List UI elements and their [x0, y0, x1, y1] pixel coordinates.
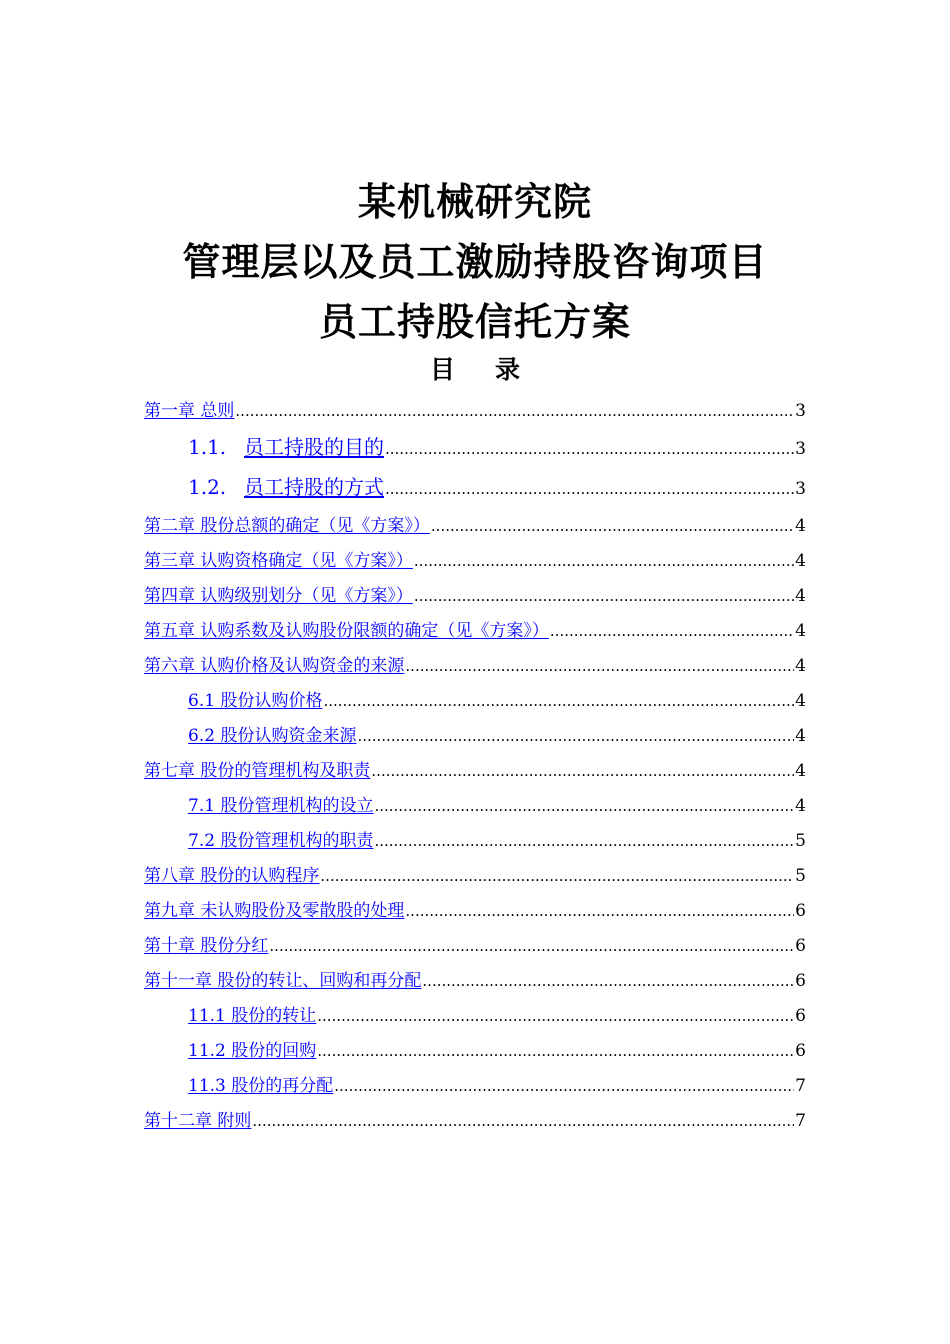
toc-entry[interactable] [144, 1001, 806, 1036]
toc-entry-link[interactable]: 第六章 认购价格及认购资金的来源 [144, 656, 405, 676]
toc-entry[interactable] [144, 791, 806, 826]
toc-dot-leader [317, 1007, 794, 1025]
toc-page-number: 4 [795, 551, 806, 571]
toc-dot-leader [320, 867, 794, 885]
toc-entry-link[interactable]: 第五章 认购系数及认购股份限额的确定（见《方案》） [144, 621, 549, 641]
toc-entry-link[interactable]: 第十二章 附则 [144, 1111, 252, 1131]
toc-entry[interactable] [144, 931, 806, 966]
toc-entry[interactable] [144, 1071, 806, 1106]
toc-section-number: 1.2. [188, 475, 227, 499]
toc-entry-link[interactable]: 11.2 股份的回购 [188, 1041, 317, 1061]
toc-entry[interactable] [144, 896, 806, 931]
toc-dot-leader [405, 902, 794, 920]
toc-heading-char-2: 录 [495, 355, 521, 384]
toc-entry-link[interactable] [188, 471, 384, 500]
toc-page-number: 5 [795, 866, 806, 886]
toc-entry[interactable] [144, 651, 806, 686]
toc-page-number: 4 [795, 586, 806, 606]
toc-page-number: 3 [795, 401, 806, 421]
toc-dot-leader [334, 1077, 794, 1095]
document-title [0, 172, 950, 352]
toc-page-number: 3 [795, 479, 806, 499]
toc-entry[interactable] [144, 1106, 806, 1141]
toc-heading [0, 350, 950, 390]
toc-entry[interactable] [144, 431, 806, 471]
toc-section-number: 1.1. [188, 435, 227, 459]
toc-entry-link[interactable]: 7.1 股份管理机构的设立 [188, 796, 374, 816]
toc-page-number: 6 [795, 901, 806, 921]
toc-page-number: 4 [795, 516, 806, 536]
toc-dot-leader [385, 480, 794, 498]
toc-entry-link[interactable]: 7.2 股份管理机构的职责 [188, 831, 374, 851]
toc-entry-link[interactable]: 第九章 未认购股份及零散股的处理 [144, 901, 405, 921]
toc-page-number: 4 [795, 726, 806, 746]
toc-heading-char-1: 目 [429, 355, 455, 384]
toc-dot-leader [252, 1112, 794, 1130]
toc-entry[interactable] [144, 616, 806, 651]
toc-page-number: 4 [795, 656, 806, 676]
toc-page-number: 6 [795, 936, 806, 956]
toc-entry-link[interactable] [188, 431, 384, 460]
toc-section-title: 员工持股的方式 [244, 475, 384, 499]
toc-entry[interactable] [144, 546, 806, 581]
toc-dot-leader [235, 402, 794, 420]
toc-page-number: 6 [795, 971, 806, 991]
toc-page-number: 4 [795, 796, 806, 816]
title-line-organization: 某机械研究院 [357, 180, 592, 224]
toc-entry[interactable] [144, 1036, 806, 1071]
toc-entry[interactable] [144, 581, 806, 616]
toc-entry[interactable] [144, 686, 806, 721]
toc-entry[interactable] [144, 826, 806, 861]
toc-dot-leader [357, 727, 794, 745]
toc-entry[interactable] [144, 756, 806, 791]
toc-page-number: 7 [795, 1076, 806, 1096]
toc-entry-link[interactable]: 第三章 认购资格确定（见《方案》） [144, 551, 413, 571]
toc-dot-leader [414, 552, 794, 570]
toc-dot-leader [374, 832, 794, 850]
toc-entry-link[interactable]: 第十一章 股份的转让、回购和再分配 [144, 971, 422, 991]
toc-entry[interactable] [144, 396, 806, 431]
toc-entry[interactable] [144, 966, 806, 1001]
toc-page-number: 5 [795, 831, 806, 851]
toc-page-number: 7 [795, 1111, 806, 1131]
toc-dot-leader [317, 1042, 794, 1060]
toc-entry[interactable] [144, 721, 806, 756]
toc-entry[interactable] [144, 511, 806, 546]
toc-entry[interactable] [144, 861, 806, 896]
toc-entry-link[interactable]: 第八章 股份的认购程序 [144, 866, 320, 886]
toc-page-number: 3 [795, 439, 806, 459]
toc-entry-link[interactable]: 第七章 股份的管理机构及职责 [144, 761, 371, 781]
toc-page-number: 6 [795, 1006, 806, 1026]
toc-entry[interactable] [144, 471, 806, 511]
toc-page-number: 4 [795, 621, 806, 641]
toc-page-number: 4 [795, 761, 806, 781]
toc-dot-leader [385, 440, 794, 458]
toc-entry-link[interactable]: 11.3 股份的再分配 [188, 1076, 334, 1096]
title-line-project: 管理层以及员工激励持股咨询项目 [182, 240, 768, 284]
toc-entry-link[interactable]: 第十章 股份分红 [144, 936, 269, 956]
toc-dot-leader [371, 762, 794, 780]
toc-page-number: 6 [795, 1041, 806, 1061]
toc-dot-leader [323, 692, 794, 710]
toc-page-number: 4 [795, 691, 806, 711]
toc-section-title: 员工持股的目的 [244, 435, 384, 459]
table-of-contents [144, 396, 806, 1141]
toc-dot-leader [422, 972, 794, 990]
toc-dot-leader [431, 517, 794, 535]
toc-dot-leader [550, 622, 794, 640]
toc-dot-leader [269, 937, 794, 955]
toc-dot-leader [414, 587, 794, 605]
toc-dot-leader [374, 797, 794, 815]
toc-entry-link[interactable]: 第四章 认购级别划分（见《方案》） [144, 586, 413, 606]
toc-entry-link[interactable]: 第一章 总则 [144, 401, 235, 421]
toc-entry-link[interactable]: 11.1 股份的转让 [188, 1006, 317, 1026]
toc-entry-link[interactable]: 6.2 股份认购资金来源 [188, 726, 357, 746]
title-line-plan: 员工持股信托方案 [318, 300, 631, 344]
toc-entry-link[interactable]: 6.1 股份认购价格 [188, 691, 323, 711]
toc-dot-leader [405, 657, 794, 675]
toc-entry-link[interactable]: 第二章 股份总额的确定（见《方案》） [144, 516, 430, 536]
